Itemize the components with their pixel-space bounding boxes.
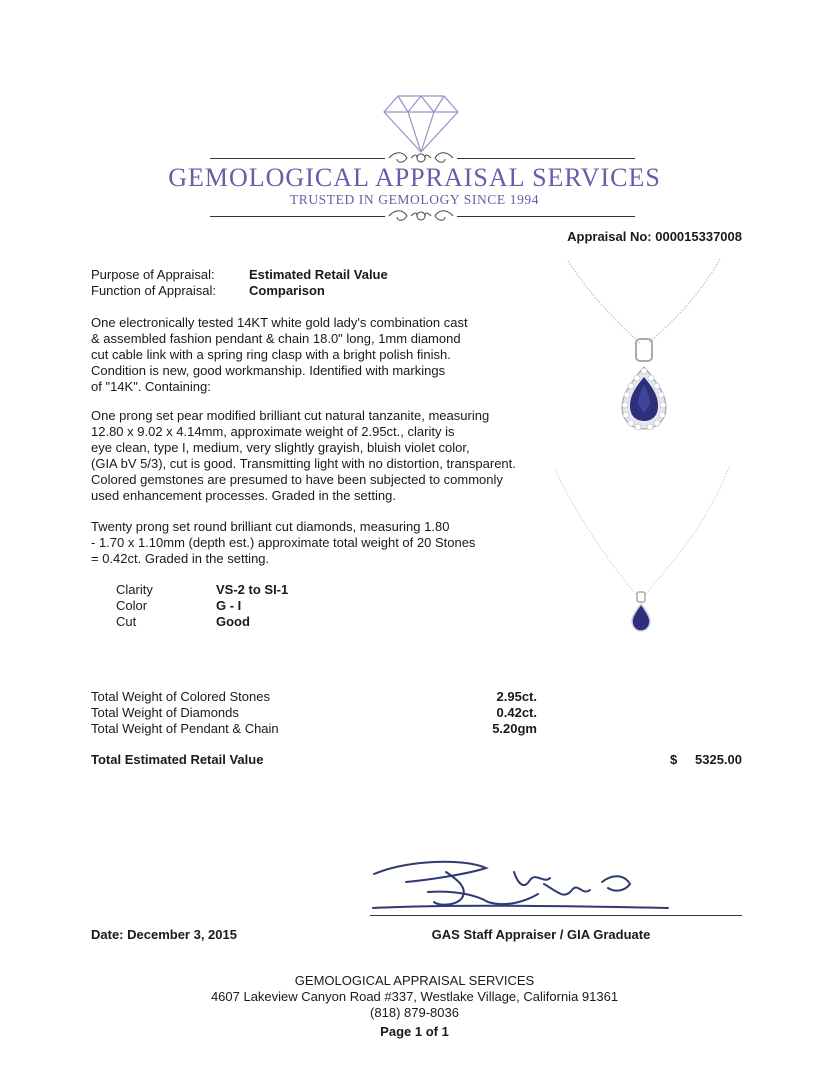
header-rule-top-right [457, 158, 635, 159]
grade-row [116, 598, 288, 614]
grade-label: Cut [116, 614, 137, 629]
grade-label: Clarity [116, 582, 153, 597]
diamond-line: Twenty prong set round brilliant cut diamonds, measuring 1.80 [91, 519, 450, 534]
currency-symbol: $ [670, 752, 678, 767]
description-line: of "14K". Containing: [91, 379, 211, 394]
appraiser-title: GAS Staff Appraiser / GIA Graduate [431, 927, 651, 942]
grade-value: Good [216, 614, 250, 629]
total-label: Total Weight of Pendant & Chain [91, 721, 279, 736]
grade-row [116, 582, 288, 598]
description-paragraph [91, 315, 561, 395]
signature-line [370, 915, 742, 916]
header-rule-top [210, 158, 385, 159]
description-line: One electronically tested 14KT white gold lady's combination cast [91, 315, 468, 330]
grade-label: Color [116, 598, 148, 613]
purpose-value: Estimated Retail Value [249, 267, 388, 282]
purpose-label: Purpose of Appraisal: [91, 267, 215, 282]
retail-value-label: Total Estimated Retail Value [91, 752, 264, 767]
company-title: GEMOLOGICAL APPRAISAL SERVICES [168, 163, 661, 192]
company-tagline: TRUSTED IN GEMOLOGY SINCE 1994 [289, 192, 540, 207]
header-rule-bottom [210, 216, 385, 217]
diamond-icon [380, 92, 462, 156]
total-label: Total Weight of Diamonds [91, 705, 239, 720]
total-value: 5.20gm [492, 721, 537, 736]
appraisal-date: Date: December 3, 2015 [91, 927, 237, 942]
tanzanite-line: used enhancement processes. Graded in the setting. [91, 488, 396, 503]
footer-address: 4607 Lakeview Canyon Road #337, Westlake Village, California 91361 [210, 989, 619, 1004]
tanzanite-paragraph [91, 408, 561, 504]
tanzanite-line: (GIA bV 5/3), cut is good. Transmitting light with no distortion, transparent. [91, 456, 516, 471]
pendant-closeup-image [550, 255, 740, 435]
function-value: Comparison [249, 283, 325, 298]
necklace-full-image [545, 460, 745, 660]
page-number: Page 1 of 1 [380, 1024, 449, 1039]
retail-value-amount: 5325.00 [695, 752, 742, 767]
description-line: cut cable link with a spring ring clasp with a bright polish finish. [91, 347, 451, 362]
diamond-paragraph [91, 519, 561, 567]
tanzanite-line: 12.80 x 9.02 x 4.14mm, approximate weight of 2.95ct., clarity is [91, 424, 455, 439]
grade-value: VS-2 to SI-1 [216, 582, 289, 597]
grades-table [116, 582, 288, 630]
function-label: Function of Appraisal: [91, 283, 217, 298]
total-value: 2.95ct. [496, 689, 537, 704]
appraisal-number: Appraisal No: 000015337008 [567, 229, 742, 244]
appraiser-signature [368, 850, 698, 920]
footer-phone: (818) 879-8036 [370, 1005, 459, 1020]
footer-company: GEMOLOGICAL APPRAISAL SERVICES [294, 973, 535, 988]
tanzanite-line: Colored gemstones are presumed to have been subjected to commonly [91, 472, 503, 487]
diamond-line: = 0.42ct. Graded in the setting. [91, 551, 270, 566]
grade-row [116, 614, 288, 630]
total-label: Total Weight of Colored Stones [91, 689, 270, 704]
tanzanite-line: One prong set pear modified brilliant cut natural tanzanite, measuring [91, 408, 490, 423]
header-rule-bottom-right [457, 216, 635, 217]
ornament-icon [385, 208, 457, 224]
description-line: & assembled fashion pendant & chain 18.0" long, 1mm diamond [91, 331, 461, 346]
tanzanite-line: eye clean, type I, medium, very slightly grayish, bluish violet color, [91, 440, 470, 455]
diamond-line: - 1.70 x 1.10mm (depth est.) approximate total weight of 20 Stones [91, 535, 476, 550]
total-value: 0.42ct. [496, 705, 537, 720]
grade-value: G - I [216, 598, 242, 613]
description-line: Condition is new, good workmanship. Identified with markings [91, 363, 446, 378]
